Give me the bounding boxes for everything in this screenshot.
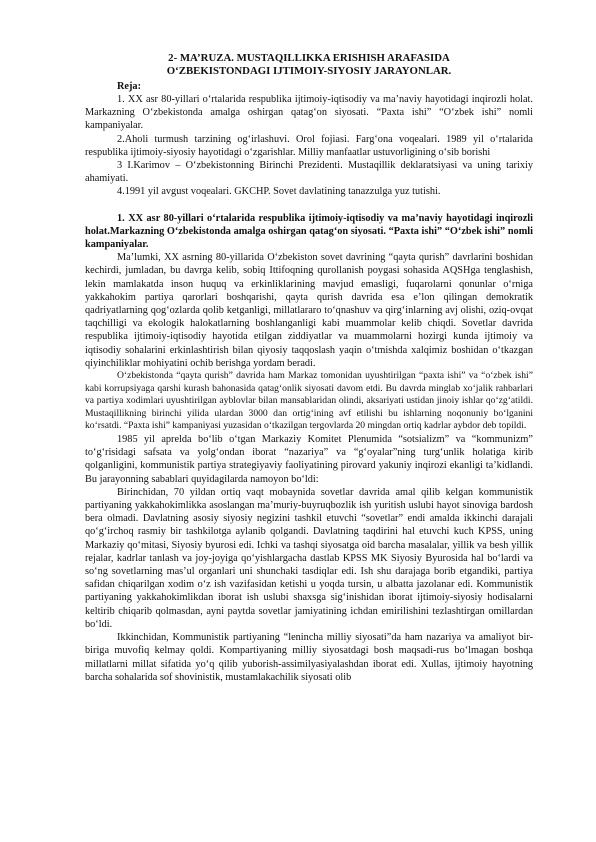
plan-item-3: 3 I.Karimov – O‘zbekistonning Birinchi Prezidenti. Mustaqillik deklaratsiyasi va uning tarixiy ahamiyati. <box>85 160 533 185</box>
paragraph-4: Birinchidan, 70 yildan ortiq vaqt mobaynida sovetlar davrida amal qilib kelgan kommunistik partiyaning yakkahokimlikka asoslangan ma’muriy-buyruqbozlik ish yuritish uslubi hayot sinoviga bardosh bera olmadi. Davlatning asosiy siyosiy negizini tashkil etuvchi “sovetlar” endi amalda ikkinchi darajali qo‘g‘irchoq rasmiy bir tashkilotga aylanib qolgandi. Davlatning taqdirini hal etuvchi kuch KPSS, uning Markaziy qo‘mitasi, Siyosiy byurosi edi. Ichki va tashqi siyosatga oid barcha masalalar, yillik va besh yillik rejalar, kadrlar tanlash va joy-joyiga qo‘yishlargacha dastlab KPSS MK Siyosiy Byurosida hal bo‘lardi va so‘ng sovetlarning mas’ul organlari uni shunchaki tasdiqlar edi. Ish shu darajaga borib etgandiki, partiya safidan chiqarilgan xodim o‘z ish vazifasidan ketishi u yoqda tursin, u albatta jazolanar edi. Kommunistik partiyaning yakkahokimlikdan iborat ish uslubi shaxsga sig‘inishidan iborat ijtimoiy-siyosiy hodisalarni keltirib chiqarib qolmasdan, ayni paytda sovetlar jamiyatining ichdan emirilishini tezlashtirgan omillardan bo‘ldi. <box>85 486 533 630</box>
plan-item-1: 1. XX asr 80-yillari o‘rtalarida respublika ijtimoiy-iqtisodiy va ma’naviy hayotidagi inqirozli holat. Markazning O‘zbekistonda amalga oshirgan qatag‘on siyosati. “Paxta ishi” “O‘zbek ishi” nomli kampaniyalar. <box>85 94 533 132</box>
title-line-1: 2- MA’RUZA. MUSTAQILLIKKA ERISHISH ARAFASIDA <box>168 52 450 64</box>
section-spacer <box>85 199 533 212</box>
page-title <box>85 52 533 79</box>
title-line-2: O‘ZBEKISTONDAGI IJTIMOIY-SIYOSIY JARAYONLAR. <box>166 65 452 78</box>
paragraph-5: Ikkinchidan, Kommunistik partiyaning “lenincha milliy siyosati”da ham nazariya va amaliyot bir-biriga muvofiq kelmay qoldi. Kompartiyaning milliy siyosatdagi bosh maqsadi-rus bo‘lmagan boshqa millatlarni millat sifatida yo‘q qilib yuborish-assimilyasiyalashdan iborat edi. Xullas, ijtimoiy hayotning barcha sohalarida sof shovinistik, mustamlakachilik siyosati olib <box>85 632 533 683</box>
plan-item-2: 2.Aholi turmush tarzining og‘irlashuvi. Orol fojiasi. Farg‘ona voqealari. 1989 yil o‘rtalarida respublika ijtimoiy-siyosiy hayotidagi o‘zgarishlar. Milliy manfaatlar ustuvorligining o‘sib borishi <box>85 133 533 158</box>
section-heading: 1. XX asr 80-yillari o‘rtalarida respublika ijtimoiy-iqtisodiy va ma’naviy hayotidagi inqirozli holat.Markazning O‘zbekistonda amalga oshirgan qatag‘on siyosati. “Paxta ishi” “O‘zbek ishi” nomli kampaniyalar. <box>85 212 533 251</box>
document-page <box>85 52 533 684</box>
paragraph-3: 1985 yil aprelda bo‘lib o‘tgan Markaziy Komitet Plenumida “sotsializm” va “kommunizm” to‘g‘risidagi safsata va yolg‘ondan iborat “nazariya” va “g‘oyalar”ning turg‘unlik holatiga kirib qolganligini, kommunistik partiya strategiyaviy faoliyatining pirovard yakuniy inqirozi ekanligi ta’kidlandi. Bu jarayonning sabablari quyidagilarda namoyon bo‘ldi: <box>85 434 533 485</box>
paragraph-2: O‘zbekistonda “qayta qurish” davrida ham Markaz tomonidan uyushtirilgan “paxta ishi” va “o‘zbek ishi” kabi korrupsiyaga qarshi kurash bahonasida qatag‘onlik siyosati davom etdi. Bu davrda minglab xo‘jalik rahbarlari va partiya xodimlari uyushtirilgan ayblovlar bilan mansablaridan olindi, aksariyati ustidan jinoiy ishlar qo‘zg‘atildi. Mustaqillikning birinchi yilida ulardan 3000 dan ortig‘ining avf etilishi bu ishlarning noqonuniy bo‘lganini ko‘rsatdi. “Paxta ishi” kampaniyasi yuzasidan o‘tkazilgan tergovlarda 20 mingdan ortiq kadrlar aybdor deb topildi. <box>85 370 533 432</box>
paragraph-1: Ma’lumki, XX asrning 80-yillarida O‘zbekiston sovet davrining “qayta qurish” davrlarini boshidan kechirdi, jumladan, bu davrga kelib, sobiq Ittifoqning qurollanish poygasi sohasida AQSHga tenglashish, lekin mamlakatda inson huquq va erkinliklarining mavjud emasligi, fuqarolarni qonunlar o‘rniga yakkahokim partiya qarorlari boshqarishi, qayta qurish davrida esa e’lon qilingan demokratik qadriyatlarning qog‘ozlarda qolib ketganligi, millatlararo to‘qnashuv va qirg‘inlarning avj olishi, oziq-ovqat taqchilligi va ekologik halokatlarning boshlanganligi kabi muammolar kelib chiqdi. Sovetlar davrida respublika ijtimoiy-iqtisodiy hayotida etilgan ziddiyatlar va muammolarni hozirgi kunda ijtimoiy va iqtisodiy sohalarini erkinlashtirish bilan qiyosiy taqqoslash yaqin o‘tmishda xalqimiz boshidan o‘tkazgan qiyinchiliklar mohiyatini ochib berishga yordam beradi. <box>85 252 533 369</box>
plan-item-4: 4.1991 yil avgust voqealari. GKCHP. Sovet davlatining tanazzulga yuz tutishi. <box>117 186 441 198</box>
plan-heading: Reja: <box>117 80 142 92</box>
plan-list <box>85 93 533 199</box>
